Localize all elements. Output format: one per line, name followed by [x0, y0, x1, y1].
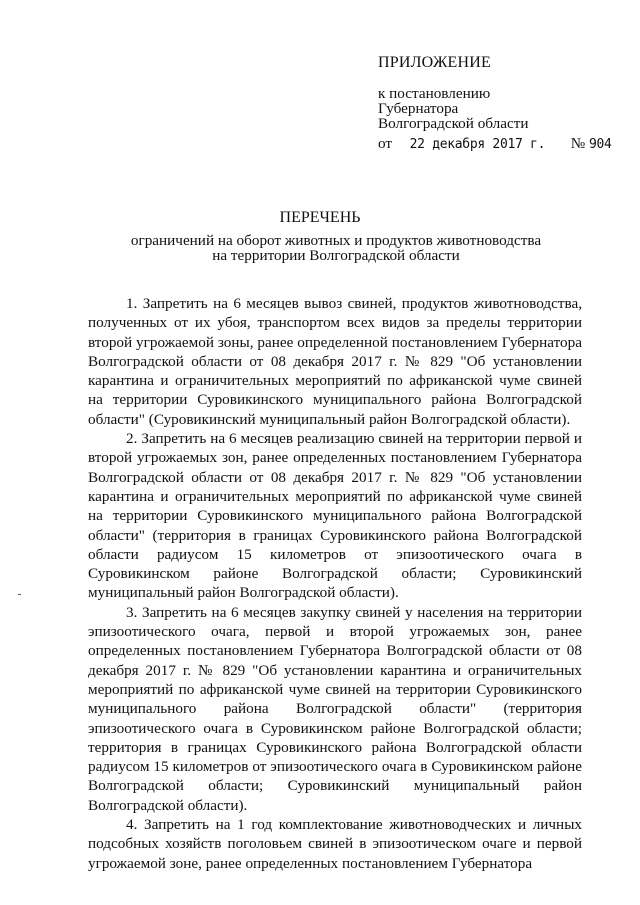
appendix-title: ПРИЛОЖЕНИЕ	[378, 54, 492, 71]
document-title: ПЕРЕЧЕНЬ	[279, 209, 361, 226]
date-prefix: от	[378, 135, 393, 152]
date-value: 22 декабря 2017 г.	[409, 137, 546, 152]
paragraph-4: 4. Запретить на 1 год комплектование животноводческих и личных подсобных хозяйств поголовьем свиней в эпизоотическом очаге и первой угрожаемой зоне, ранее определенных постановлением Губернатора	[88, 816, 582, 872]
appendix-line: к постановлению	[378, 85, 491, 102]
paragraph-2: 2. Запретить на 6 месяцев реализацию свиней на территории первой и второй угрожаемых зон, ранее определенных постановлением Губернатора Волгоградской области от 08 декабря 2017 г. № 829 "Об установлении карантина и ограничительных мероприятий по африканской чуме свиней на территории Суровикинского муниципального района Волгоградской области" (территория в границах Суровикинского района Волгоградской области радиусом 15 километров от эпизоотического очага в Суровикинском районе Волгоградской области; Суровикинский муниципальный район Волгоградской области).	[88, 430, 582, 602]
paragraph-1: 1. Запретить на 6 месяцев вывоз свиней, продуктов животноводства, полученных от их убоя, транспортом всех видов за пределы территории второй угрожаемой зоны, ранее определенной постановлением Губернатора Волгоградской области от 08 декабря 2017 г. № 829 "Об установлении карантина и ограничительных мероприятий по африканской чуме свиней на территории Суровикинского муниципального района Волгоградской области" (Суровикинский муниципальный район Волгоградской области).	[88, 295, 582, 428]
paragraph-3: 3. Запретить на 6 месяцев закупку свиней у населения на территории эпизоотического очага, первой и второй угрожаемых зон, ранее определенных постановлением Губернатора Волгоградской области от 08 декабря 2017 г. № 829 "Об установлении карантина и ограничительных мероприятий по африканской чуме свиней на территории Суровикинского муниципального района Волгоградской области" (территория эпизоотического очага в Суровикинском районе Волгоградской области; территория в границах Суровикинского района Волгоградской области радиусом 15 километров от эпизоотического очага в Суровикинском районе Волгоградской области; Суровикинский муниципальный район Волгоградской области).	[88, 603, 582, 814]
number-prefix: №	[570, 135, 586, 152]
document-subtitle	[90, 233, 582, 263]
number-value: 904	[589, 137, 612, 152]
appendix-line: Волгоградской области	[378, 115, 529, 132]
subtitle-line: на территории Волгоградской области	[212, 247, 460, 264]
appendix-date-line	[378, 135, 612, 153]
subtitle-line: ограничений на оборот животных и продуктов животноводства	[130, 232, 542, 249]
appendix-line: Губернатора	[378, 100, 459, 117]
appendix-header	[378, 54, 608, 131]
document-body	[88, 294, 582, 873]
margin-mark	[18, 594, 21, 595]
